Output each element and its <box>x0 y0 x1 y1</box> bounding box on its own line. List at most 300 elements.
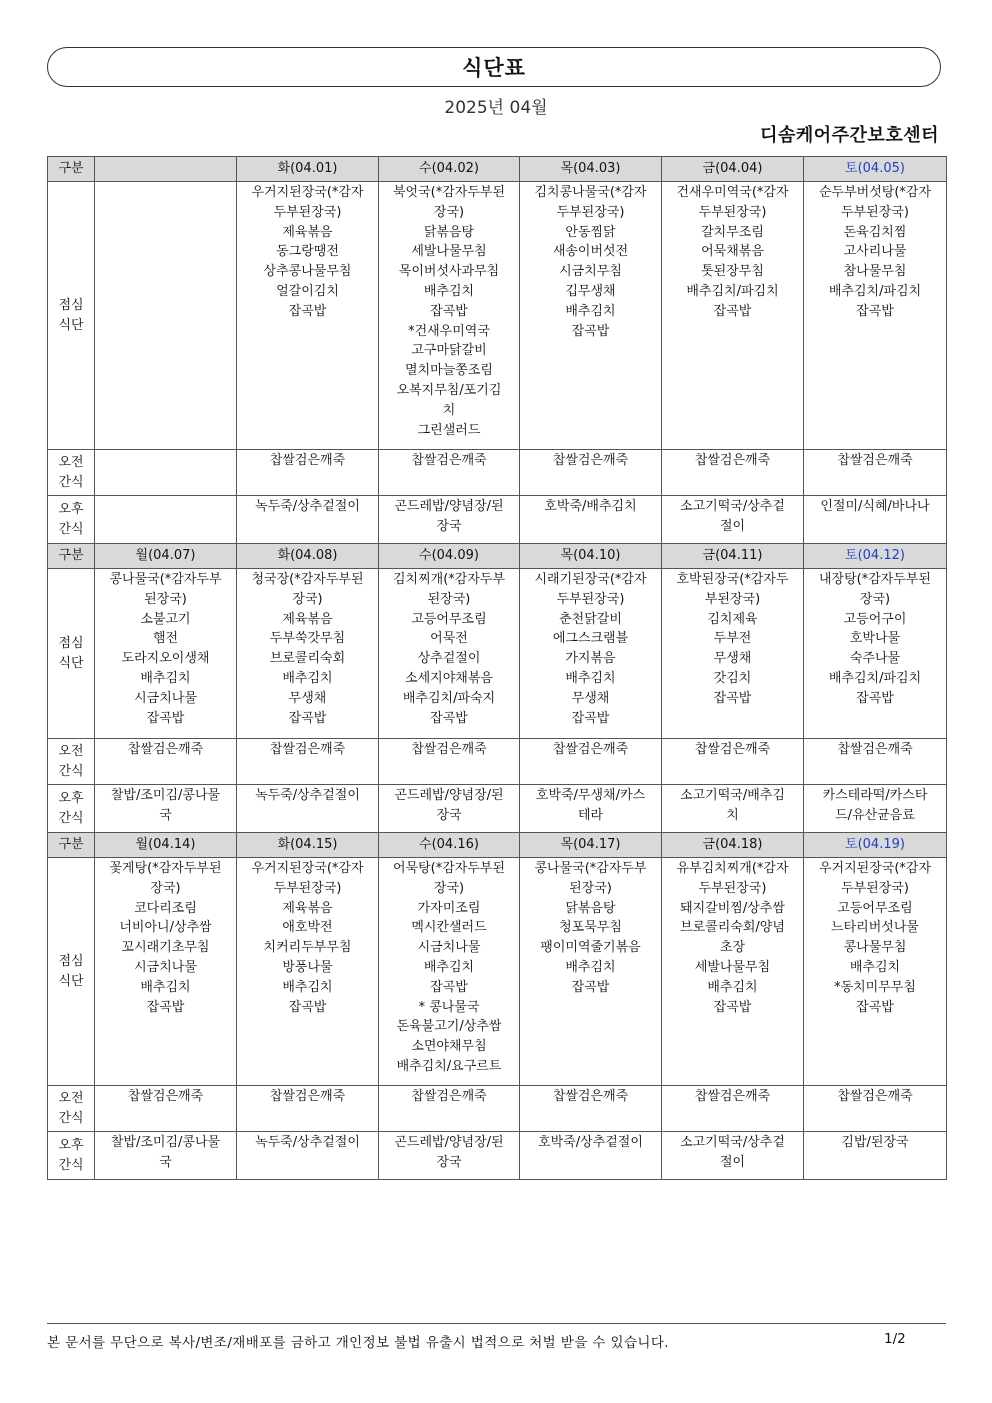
menu-item: 제육볶음 <box>282 224 333 240</box>
menu-item: 배추김치 <box>423 959 475 975</box>
am-snack-cell <box>662 1086 804 1132</box>
menu-item: 된장국) <box>569 880 612 896</box>
day-header: 수(04.02) <box>379 157 520 182</box>
am-snack-label-line: 간식 <box>58 1111 84 1126</box>
menu-item: 제육볶음 <box>282 900 333 916</box>
pm-snack-label <box>48 1132 95 1180</box>
pm-snack-cell <box>520 785 662 833</box>
am-snack-label-line: 간식 <box>58 764 84 779</box>
menu-item: 내장탕(*감자두부된 <box>818 572 932 587</box>
snack-item: 절이 <box>719 1154 746 1170</box>
day-header: 목(04.17) <box>520 833 662 858</box>
menu-item: 소불고기 <box>140 611 191 627</box>
menu-item: 가자미조림 <box>417 900 481 916</box>
am-snack-label <box>48 1086 95 1132</box>
lunch-cell <box>237 569 379 739</box>
menu-item: 잡곡밥 <box>713 690 752 706</box>
snack-item: 소고기떡국/배추김 <box>680 788 785 803</box>
menu-item: 동그랑땡전 <box>276 244 339 260</box>
day-header: 수(04.09) <box>379 544 520 569</box>
menu-item: 잡곡밥 <box>430 710 468 726</box>
menu-item: 콩나물국(*감자두부 <box>534 861 647 876</box>
lunch-row <box>48 569 947 739</box>
am-snack-label-line: 오전 <box>58 455 84 471</box>
snack-item: 찹쌀검은깨죽 <box>837 1089 913 1104</box>
snack-item: 카스테라떡/카스타 <box>822 788 928 803</box>
menu-item: 배추김치 <box>849 959 901 975</box>
menu-item: 소면야채무침 <box>411 1039 487 1055</box>
menu-item: 시금치나물 <box>134 959 197 975</box>
menu-item: 코다리조림 <box>134 900 197 916</box>
menu-item: 두부된장국) <box>841 204 909 220</box>
menu-item: 시래기된장국(*감자 <box>534 572 647 587</box>
pm-snack-label-line: 간식 <box>58 1158 84 1173</box>
snack-item: 찹쌀검은깨죽 <box>127 742 204 757</box>
pm-snack-label-line: 간식 <box>58 522 84 537</box>
snack-item: 찹쌀검은깨죽 <box>269 742 346 757</box>
lunch-cell <box>804 858 947 1086</box>
am-snack-cell <box>662 450 804 496</box>
menu-item: 어묵채볶음 <box>701 244 764 260</box>
am-snack-cell <box>379 450 520 496</box>
lunch-cell <box>237 858 379 1086</box>
menu-item: 배추김치 <box>140 979 191 995</box>
snack-item: 찹쌀검은깨죽 <box>694 742 771 757</box>
menu-item: 춘천닭갈비 <box>559 611 622 627</box>
am-snack-cell <box>379 739 520 785</box>
menu-item: 팽이미역줄기볶음 <box>540 940 641 956</box>
lunch-row <box>48 182 947 450</box>
menu-item: 배추김치 <box>423 283 475 299</box>
menu-item: 너비아니/상추쌈 <box>119 920 212 936</box>
menu-item: 잡곡밥 <box>713 999 752 1015</box>
am-snack-label-line: 오전 <box>58 1091 84 1107</box>
menu-item: 배추김치 <box>565 670 616 686</box>
menu-item: 두부된장국) <box>556 204 625 220</box>
am-snack-cell <box>804 739 947 785</box>
header-label: 구분 <box>48 544 95 569</box>
menu-item: 잡곡밥 <box>288 999 327 1015</box>
menu-item: 꽃게탕(*감자두부된 <box>109 861 222 876</box>
lunch-label-line: 점심 <box>58 954 84 970</box>
page-number: 1/2 <box>884 1331 906 1347</box>
menu-item: * 콩나물국 <box>418 999 480 1015</box>
menu-item: 돈육불고기/상추쌈 <box>396 1019 502 1035</box>
snack-item: 찹쌀검은깨죽 <box>837 742 913 757</box>
menu-item: 된장국) <box>427 591 471 607</box>
snack-item: 장국 <box>436 518 462 534</box>
menu-item: 제육볶음 <box>282 611 333 627</box>
menu-item: 멕시칸샐러드 <box>411 920 487 936</box>
am-snack-cell <box>520 1086 662 1132</box>
menu-item: 목이버섯사과무침 <box>398 264 500 280</box>
menu-item: 초장 <box>719 940 746 956</box>
menu-item: 잡곡밥 <box>430 979 468 995</box>
snack-item: 찹쌀검은깨죽 <box>552 1089 629 1104</box>
menu-item: 갓김치 <box>713 670 752 686</box>
day-header: 목(04.03) <box>520 157 662 182</box>
menu-item: 장국) <box>859 591 891 607</box>
pm-snack-label <box>48 785 95 833</box>
menu-item: 오복지무침/포기김 <box>396 382 502 398</box>
pm-snack-cell <box>804 1132 947 1180</box>
menu-item: *동치미무무침 <box>834 979 916 995</box>
footer-divider <box>47 1323 946 1324</box>
pm-snack-cell <box>662 496 804 544</box>
menu-item: 두부된장국) <box>841 880 909 896</box>
pm-snack-cell <box>95 496 237 544</box>
menu-item: 가지볶음 <box>565 651 616 667</box>
am-snack-cell <box>520 450 662 496</box>
menu-item: 브로콜리숙회/양념 <box>680 920 785 936</box>
snack-item: 호박죽/배추김치 <box>544 499 637 514</box>
menu-item: 배추김치 <box>282 979 333 995</box>
title-box <box>47 47 941 87</box>
menu-item: 느타리버섯나물 <box>831 920 919 936</box>
snack-item: 김밥/된장국 <box>841 1135 909 1150</box>
snack-item: 절이 <box>719 518 746 534</box>
snack-item: 찹쌀검은깨죽 <box>127 1089 204 1104</box>
menu-item: 시금치나물 <box>417 940 481 956</box>
menu-item: 잡곡밥 <box>146 710 185 726</box>
pm-snack-cell <box>379 496 520 544</box>
pm-snack-label-line: 간식 <box>58 811 84 826</box>
menu-item: 에그스크램블 <box>552 631 629 647</box>
menu-item: 두부된장국) <box>698 880 767 896</box>
day-header: 월(04.07) <box>95 544 237 569</box>
menu-item: 북엇국(*감자두부된 <box>392 185 506 200</box>
am-snack-cell <box>237 450 379 496</box>
pm-snack-cell <box>662 1132 804 1180</box>
snack-item: 녹두죽/상추겉절이 <box>255 788 360 803</box>
snack-item: 소고기떡국/상추겉 <box>680 1135 785 1150</box>
snack-item: 찹쌀검은깨죽 <box>837 453 913 468</box>
lunch-label <box>48 569 95 739</box>
menu-item: 부된장국) <box>704 591 761 607</box>
pm-snack-cell <box>237 1132 379 1180</box>
snack-item: 국 <box>159 807 172 823</box>
menu-item: 깁무생채 <box>565 283 616 299</box>
snack-item: 곤드레밥/양념장/된 <box>394 499 504 514</box>
menu-item: 잡곡밥 <box>146 999 185 1015</box>
snack-item: 드/유산균음료 <box>835 807 915 823</box>
am-snack-row <box>48 1086 947 1132</box>
menu-item: 닭볶음탕 <box>565 900 616 916</box>
menu-item: 세발나물무침 <box>694 959 771 975</box>
menu-item: 두부된장국) <box>556 591 625 607</box>
menu-item: 고등어무조림 <box>411 611 487 627</box>
menu-item: 우거지된장국(*감자 <box>251 185 364 200</box>
menu-item: 돼지갈비찜/상추쌈 <box>680 900 785 916</box>
menu-item: 청포묵무침 <box>559 920 622 936</box>
snack-item: 호박죽/무생채/카스 <box>535 788 646 803</box>
menu-table <box>47 156 947 1180</box>
pm-snack-cell <box>237 785 379 833</box>
menu-item: 숙주나물 <box>849 651 901 667</box>
menu-item: 콩나물국(*감자두부 <box>109 572 222 587</box>
am-snack-row <box>48 450 947 496</box>
pm-snack-cell <box>379 785 520 833</box>
menu-item: 잡곡밥 <box>288 710 327 726</box>
pm-snack-label-line: 오후 <box>58 502 84 518</box>
menu-item: 청국장(*감자두부된 <box>251 572 364 587</box>
menu-item: 잡곡밥 <box>571 979 610 995</box>
snack-item: 곤드레밥/양념장/된 <box>394 788 504 803</box>
menu-item: 소세지야채볶음 <box>405 670 493 686</box>
menu-item: 고구마닭갈비 <box>411 343 487 359</box>
menu-item: 잡곡밥 <box>856 999 894 1015</box>
lunch-row <box>48 858 947 1086</box>
lunch-cell <box>379 569 520 739</box>
menu-item: 잡곡밥 <box>713 303 752 319</box>
snack-item: 찰밥/조미김/콩나물 <box>110 1135 221 1150</box>
pm-snack-cell <box>237 496 379 544</box>
menu-item: 건새우미역국(*감자 <box>676 185 789 200</box>
snack-item: 찹쌀검은깨죽 <box>269 453 346 468</box>
snack-item: 테라 <box>577 807 604 823</box>
header-label: 구분 <box>48 157 95 182</box>
pm-snack-cell <box>520 496 662 544</box>
lunch-cell <box>379 858 520 1086</box>
menu-item: 배추김치 <box>282 670 333 686</box>
menu-item: *건새우미역국 <box>408 323 490 339</box>
menu-item: 잡곡밥 <box>856 303 894 319</box>
menu-item: 두부된장국) <box>698 204 767 220</box>
am-snack-cell <box>95 450 237 496</box>
pm-snack-cell <box>95 1132 237 1180</box>
day-header: 수(04.16) <box>379 833 520 858</box>
page-title: 식단표 <box>462 56 526 80</box>
day-header: 화(04.08) <box>237 544 379 569</box>
menu-item: 순두부버섯탕(*감자 <box>818 185 932 200</box>
pm-snack-row <box>48 496 947 544</box>
menu-item: 잡곡밥 <box>288 303 327 319</box>
snack-item: 찹쌀검은깨죽 <box>411 453 487 468</box>
pm-snack-label-line: 오후 <box>58 791 84 807</box>
menu-item: 상추콩나물무침 <box>263 264 352 280</box>
snack-item: 치 <box>726 807 739 823</box>
menu-item: 두부쑥갓무침 <box>269 631 346 647</box>
pm-snack-cell <box>804 785 947 833</box>
menu-item: 유부김치찌개(*감자 <box>676 861 789 876</box>
menu-item: 상추겉절이 <box>417 651 481 667</box>
menu-item: 콩나물무침 <box>843 940 907 956</box>
day-header <box>95 157 237 182</box>
menu-item: 배추김치 <box>707 979 758 995</box>
menu-item: 안동찜닭 <box>565 224 616 240</box>
menu-item: 김치콩나물국(*감자 <box>534 185 647 200</box>
menu-item: 배추김치/파김치 <box>828 670 922 686</box>
snack-item: 소고기떡국/상추겉 <box>680 499 785 514</box>
pm-snack-row <box>48 785 947 833</box>
menu-item: 시금치나물 <box>134 690 197 706</box>
menu-item: 호박나물 <box>849 631 901 647</box>
menu-item: 두부된장국) <box>273 204 342 220</box>
lunch-cell <box>520 569 662 739</box>
menu-item: 고사리나물 <box>843 244 907 260</box>
lunch-cell <box>662 182 804 450</box>
day-header: 월(04.14) <box>95 833 237 858</box>
snack-item: 녹두죽/상추겉절이 <box>255 499 360 514</box>
menu-item: 장국) <box>292 591 323 607</box>
menu-item: 갈치무조림 <box>701 224 764 240</box>
snack-item: 장국 <box>436 1154 462 1170</box>
menu-item: 잡곡밥 <box>571 710 610 726</box>
lunch-label-line: 식단 <box>58 974 84 989</box>
pm-snack-cell <box>95 785 237 833</box>
am-snack-cell <box>662 739 804 785</box>
am-snack-label <box>48 450 95 496</box>
am-snack-row <box>48 739 947 785</box>
menu-item: 방풍나물 <box>282 959 333 975</box>
menu-item: 치 <box>442 402 456 418</box>
lunch-cell <box>95 858 237 1086</box>
menu-item: 고등어무조림 <box>837 900 913 916</box>
am-snack-cell <box>379 1086 520 1132</box>
day-header: 토(04.12) <box>804 544 947 569</box>
menu-item: 된장국) <box>144 591 187 607</box>
lunch-cell <box>520 182 662 450</box>
menu-item: 새송이버섯전 <box>552 244 629 260</box>
menu-item: 브로콜리숙회 <box>269 651 346 667</box>
lunch-cell <box>379 182 520 450</box>
lunch-label-line: 식단 <box>58 656 84 671</box>
day-header: 금(04.11) <box>662 544 804 569</box>
snack-item: 찰밥/조미김/콩나물 <box>110 788 221 803</box>
day-header: 금(04.18) <box>662 833 804 858</box>
snack-item: 호박죽/상추겉절이 <box>538 1135 643 1150</box>
lunch-label-line: 식단 <box>58 318 84 333</box>
menu-item: 김치찌개(*감자두부 <box>392 572 506 587</box>
snack-item: 찹쌀검은깨죽 <box>694 453 771 468</box>
lunch-label <box>48 858 95 1086</box>
menu-item: 잡곡밥 <box>571 323 610 339</box>
month-subtitle: 2025년 04월 <box>444 98 548 118</box>
lunch-label-line: 점심 <box>58 298 84 314</box>
week-header-row <box>48 544 947 569</box>
am-snack-label-line: 간식 <box>58 475 84 490</box>
menu-item: 김치제육 <box>707 611 758 627</box>
menu-item: 세발나물무침 <box>411 244 487 260</box>
menu-item: 배추김치 <box>565 303 616 319</box>
menu-item: 우거지된장국(*감자 <box>251 861 364 876</box>
menu-item: 배추김치/요구르트 <box>396 1058 502 1074</box>
am-snack-label <box>48 739 95 785</box>
snack-item: 국 <box>159 1154 172 1170</box>
menu-item: 두부된장국) <box>273 880 342 896</box>
snack-item: 찹쌀검은깨죽 <box>411 742 487 757</box>
menu-item: 그린샐러드 <box>417 422 481 438</box>
day-header: 금(04.04) <box>662 157 804 182</box>
day-header: 화(04.15) <box>237 833 379 858</box>
am-snack-cell <box>95 739 237 785</box>
am-snack-cell <box>95 1086 237 1132</box>
week-header-row <box>48 157 947 182</box>
lunch-cell <box>804 569 947 739</box>
menu-item: 배추김치/파김치 <box>828 283 922 299</box>
pm-snack-cell <box>662 785 804 833</box>
snack-item: 찹쌀검은깨죽 <box>552 453 629 468</box>
menu-item: 시금치무침 <box>559 264 622 280</box>
center-name: 디솜케어주간보호센터 <box>760 125 939 146</box>
menu-item: 배추김치/파김치 <box>686 283 779 299</box>
snack-item: 찹쌀검은깨죽 <box>411 1089 487 1104</box>
menu-item: 도라지오이생채 <box>121 651 210 667</box>
pm-snack-row <box>48 1132 947 1180</box>
day-header: 토(04.19) <box>804 833 947 858</box>
menu-item: 어묵탕(*감자두부된 <box>392 861 506 876</box>
menu-item: 무생채 <box>571 690 610 706</box>
menu-item: 무생채 <box>288 690 327 706</box>
pm-snack-label <box>48 496 95 544</box>
menu-item: 햄전 <box>152 631 179 647</box>
lunch-cell <box>520 858 662 1086</box>
menu-item: 꼬시래기초무침 <box>121 940 210 956</box>
lunch-cell <box>95 182 237 450</box>
lunch-cell <box>804 182 947 450</box>
snack-item: 장국 <box>436 807 462 823</box>
am-snack-cell <box>804 450 947 496</box>
lunch-label <box>48 182 95 450</box>
snack-item: 찹쌀검은깨죽 <box>552 742 629 757</box>
menu-item: 장국) <box>150 880 181 896</box>
menu-item: 돈육김치찜 <box>843 224 907 240</box>
pm-snack-label-line: 오후 <box>58 1138 84 1154</box>
am-snack-label-line: 오전 <box>58 744 84 760</box>
header-label: 구분 <box>48 833 95 858</box>
lunch-cell <box>662 569 804 739</box>
menu-item: 두부전 <box>713 631 752 647</box>
menu-item: 고등어구이 <box>843 611 907 627</box>
snack-item: 녹두죽/상추겉절이 <box>255 1135 360 1150</box>
menu-item: 배추김치 <box>140 670 191 686</box>
day-header: 토(04.05) <box>804 157 947 182</box>
menu-item: 참나물무침 <box>843 264 907 280</box>
menu-item: 장국) <box>433 880 465 896</box>
menu-item: 배추김치/파숙지 <box>402 690 496 706</box>
menu-item: 얼갈이김치 <box>276 283 339 299</box>
menu-item: 치커리두부무침 <box>263 940 352 956</box>
menu-item: 호박된장국(*감자두 <box>676 572 789 587</box>
footer-notice: 본 문서를 무단으로 복사/변조/재배포를 금하고 개인정보 불법 유출시 법적으로 처벌 받을 수 있습니다. <box>47 1335 669 1351</box>
snack-item: 인절미/식혜/바나나 <box>820 499 930 514</box>
pm-snack-cell <box>379 1132 520 1180</box>
am-snack-cell <box>804 1086 947 1132</box>
lunch-cell <box>95 569 237 739</box>
snack-item: 찹쌀검은깨죽 <box>694 1089 771 1104</box>
week-header-row <box>48 833 947 858</box>
menu-item: 애호박전 <box>282 920 333 936</box>
menu-item: 무생채 <box>713 651 752 667</box>
menu-item: 잡곡밥 <box>856 690 894 706</box>
menu-item: 배추김치 <box>565 959 616 975</box>
menu-item: 어묵전 <box>430 631 468 647</box>
am-snack-cell <box>237 739 379 785</box>
menu-item: 닭볶음탕 <box>423 224 475 240</box>
snack-item: 곤드레밥/양념장/된 <box>394 1135 504 1150</box>
menu-item: 멸치마늘쫑조림 <box>405 363 493 379</box>
am-snack-cell <box>237 1086 379 1132</box>
menu-item: 톳된장무침 <box>701 264 764 280</box>
am-snack-cell <box>520 739 662 785</box>
snack-item: 찹쌀검은깨죽 <box>269 1089 346 1104</box>
menu-item: 잡곡밥 <box>430 303 468 319</box>
lunch-cell <box>237 182 379 450</box>
menu-item: 장국) <box>433 204 465 220</box>
lunch-cell <box>662 858 804 1086</box>
day-header: 목(04.10) <box>520 544 662 569</box>
lunch-label-line: 점심 <box>58 636 84 652</box>
